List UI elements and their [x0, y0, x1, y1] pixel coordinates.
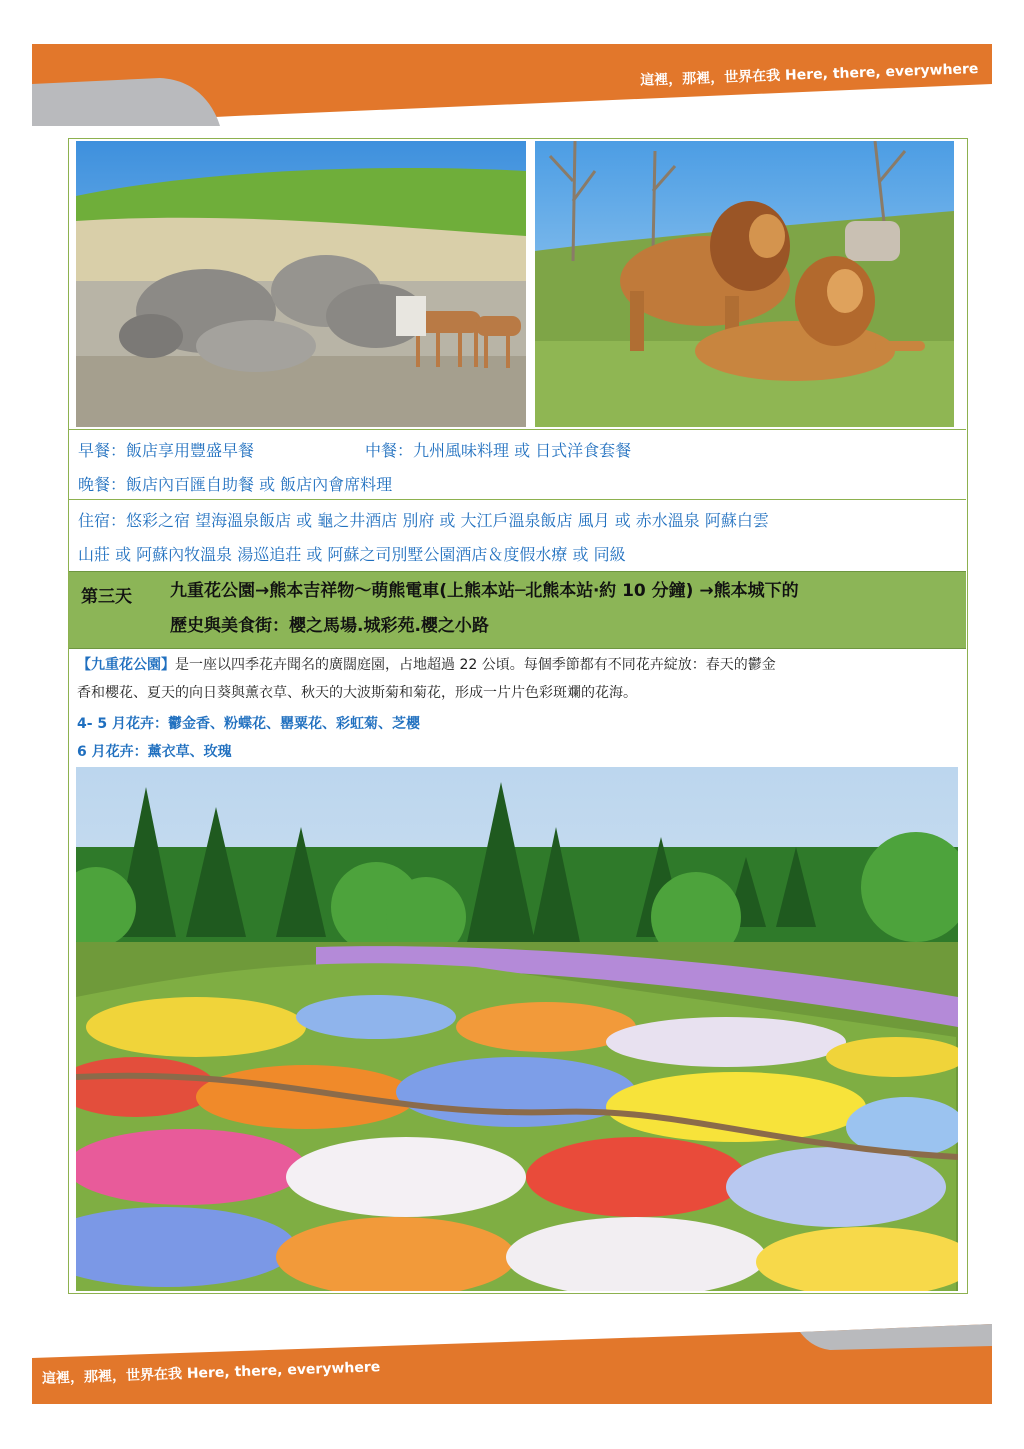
itinerary-frame: [68, 138, 968, 1294]
description-line-2: 香和櫻花、夏天的向日葵與薰衣草、秋天的大波斯菊和菊花，形成一片片色彩斑斕的花海。: [77, 685, 637, 701]
park-description: [77, 651, 961, 707]
header-banner: [0, 40, 1024, 130]
meals-section: [69, 429, 966, 499]
header-banner-shape: [0, 40, 1024, 130]
header-slogan: 這裡，那裡，世界在我 Here, there, everywhere: [639, 61, 979, 89]
park-name-highlight: 【九重花公園】: [77, 657, 175, 673]
day-header: [69, 571, 966, 649]
lodging-section: [69, 499, 966, 571]
day-title-line-1: 九重花公園→熊本吉祥物～萌熊電車(上熊本站─北熊本站‧約 10 分鐘) →熊本城下的: [170, 581, 799, 601]
lion-photo: [535, 141, 954, 427]
spring-flowers: 4- 5 月花卉：鬱金香、粉蝶花、罌粟花、彩虹菊、芝櫻: [77, 716, 421, 732]
footer-banner: [0, 1318, 1024, 1408]
day-title-line-2: 歷史與美食街：櫻之馬場.城彩苑.櫻之小路: [170, 616, 489, 636]
lodging-line-2: 山莊 或 阿蘇內牧溫泉 湯巡追荘 或 阿蘇之司別墅公園酒店＆度假水療 或 同級: [78, 545, 626, 564]
june-flowers: 6 月花卉：薰衣草、玫瑰: [77, 744, 232, 760]
day-title: [170, 574, 960, 644]
description-line-1: 是一座以四季花卉聞名的廣闊庭園，占地超過 22 公頃。每個季節都有不同花卉綻放：春天的鬱金: [175, 657, 776, 673]
day-label: 第三天: [81, 587, 132, 607]
footer-slogan: 這裡，那裡，世界在我 Here, there, everywhere: [41, 1359, 381, 1387]
lunch-info: 中餐：九州風味料理 或 日式洋食套餐: [365, 441, 632, 460]
footer-banner-shape: [0, 1318, 1024, 1408]
dinner-info: 晚餐：飯店內百匯自助餐 或 飯店內會席料理: [78, 475, 393, 494]
lodging-line-1: 住宿：悠彩之宿 望海溫泉飯店 或 龜之井酒店 別府 或 大江戶溫泉飯店 風月 或 赤水溫泉 阿蘇白雲: [78, 511, 769, 530]
breakfast-info: 早餐：飯店享用豐盛早餐: [78, 441, 255, 460]
flower-park-photo: [76, 767, 958, 1291]
rhino-photo: [76, 141, 526, 427]
